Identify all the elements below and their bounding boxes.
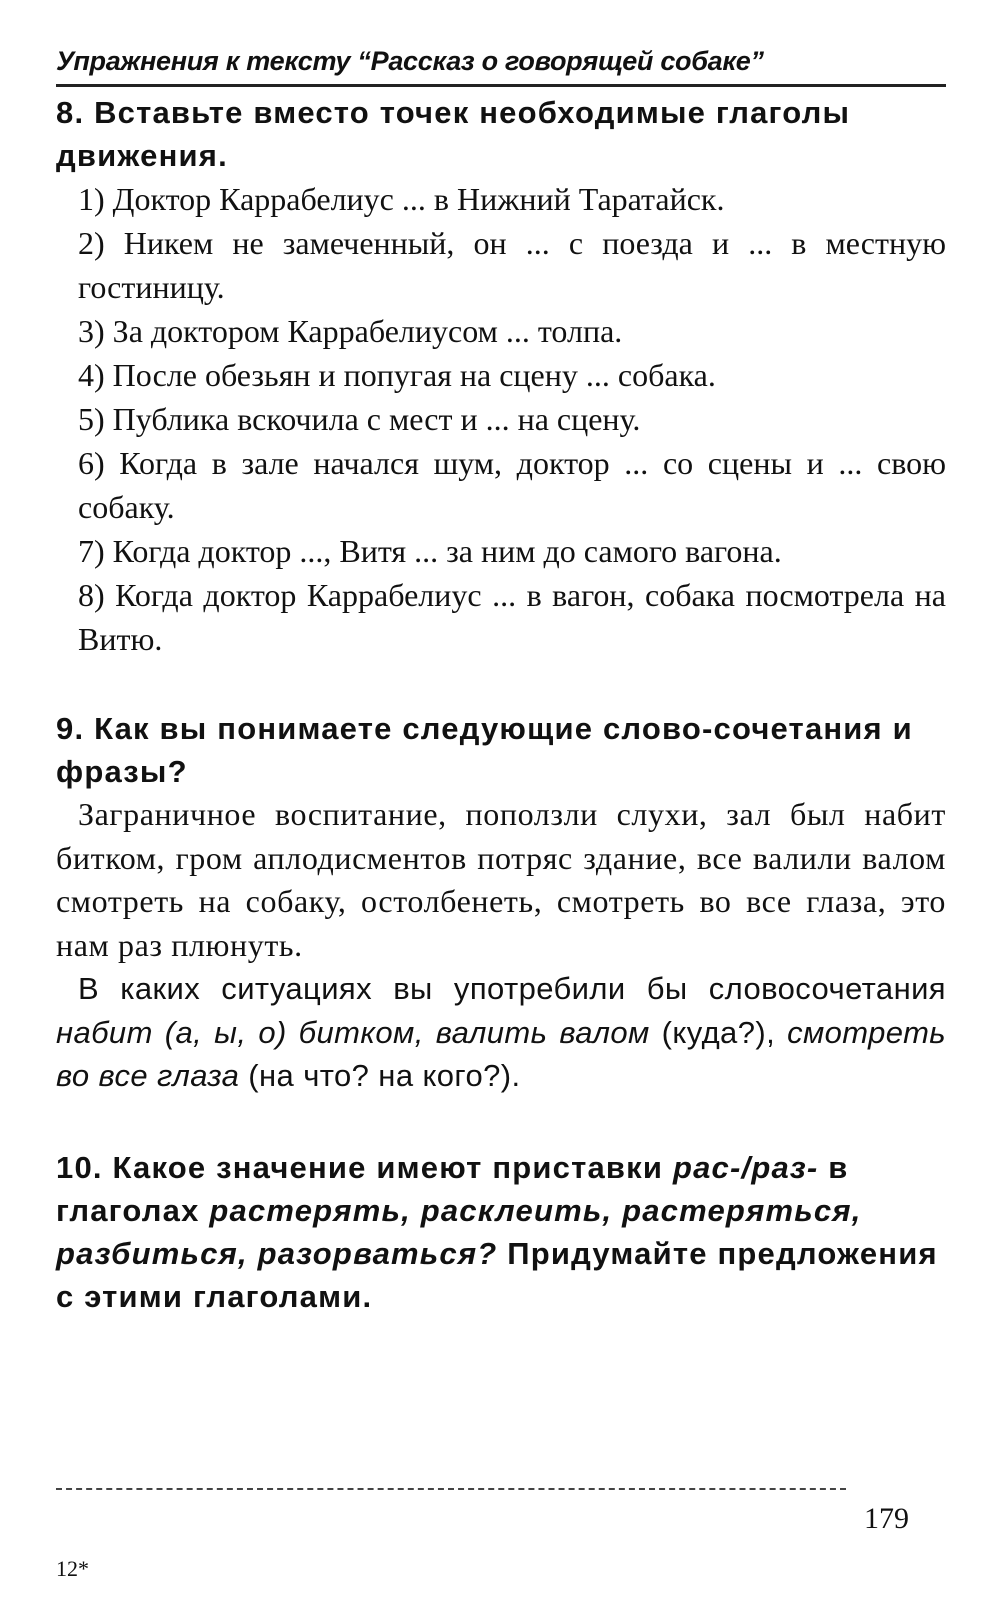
exercise-item: 1) Доктор Каррабелиус ... в Нижний Таратайск. xyxy=(78,181,725,217)
exercise-item: 4) После обезьян и попугая на сцену ... собака. xyxy=(78,357,716,393)
exercise-item: 8) Когда доктор Каррабелиус ... в вагон, собака посмотрела на Витю. xyxy=(78,577,946,657)
footer-rule xyxy=(56,1488,846,1490)
title-text: в глаголах xyxy=(56,1149,849,1228)
question-italic: смотреть во все глаза xyxy=(56,1014,946,1093)
running-head: Упражнения к тексту “Рассказ о говорящей собаке” xyxy=(56,46,764,76)
exercise-8 xyxy=(56,91,946,661)
question-text: В каких ситуациях вы употребили бы словосочетания xyxy=(78,971,946,1006)
exercise-10 xyxy=(56,1146,946,1318)
exercise-item: 6) Когда в зале начался шум, доктор ... со сцены и ... свою собаку. xyxy=(78,445,946,525)
exercise-9-question xyxy=(56,967,946,1098)
exercise-10-title xyxy=(56,1146,946,1318)
exercise-item: 3) За доктором Каррабелиусом ... толпа. xyxy=(78,313,623,349)
title-text: Придумайте предложения с этими глаголами. xyxy=(56,1235,938,1314)
exercise-item: 2) Никем не замеченный, он ... с поезда и ... в местную гостиницу. xyxy=(78,225,946,305)
exercise-8-items xyxy=(56,177,946,661)
page-body xyxy=(56,40,946,1318)
title-italic: растерять, расклеить, растеряться, разбиться, разорваться? xyxy=(56,1192,862,1271)
page-number: 179 xyxy=(864,1502,909,1535)
exercise-9 xyxy=(56,707,946,1098)
title-text: 10. Какое значение имеют приставки xyxy=(56,1149,673,1185)
exercise-9-title: 9. Как вы понимаете следующие слово-сочетания и фразы? xyxy=(56,711,913,789)
title-italic: рас-/раз- xyxy=(672,1149,819,1185)
header-rule xyxy=(56,84,946,87)
signature-mark: 12* xyxy=(56,1556,89,1581)
question-text: (на что? на кого?). xyxy=(239,1058,521,1093)
exercise-item: 7) Когда доктор ..., Витя ... за ним до самого вагона. xyxy=(78,533,782,569)
exercise-8-title: 8. Вставьте вместо точек необходимые глаголы движения. xyxy=(56,95,851,173)
question-text: (куда?), xyxy=(649,1014,788,1050)
question-italic: набит (а, ы, о) битком, валить валом xyxy=(56,1014,650,1050)
exercise-9-paragraph: Заграничное воспитание, поползли слухи, зал был набит битком, гром аплодисментов потряс здание, все валили валом смотреть на собаку, остолбенеть, смотреть во все глаза, это нам раз плюнуть. xyxy=(56,796,946,963)
exercise-item: 5) Публика вскочила с мест и ... на сцену. xyxy=(78,401,641,437)
